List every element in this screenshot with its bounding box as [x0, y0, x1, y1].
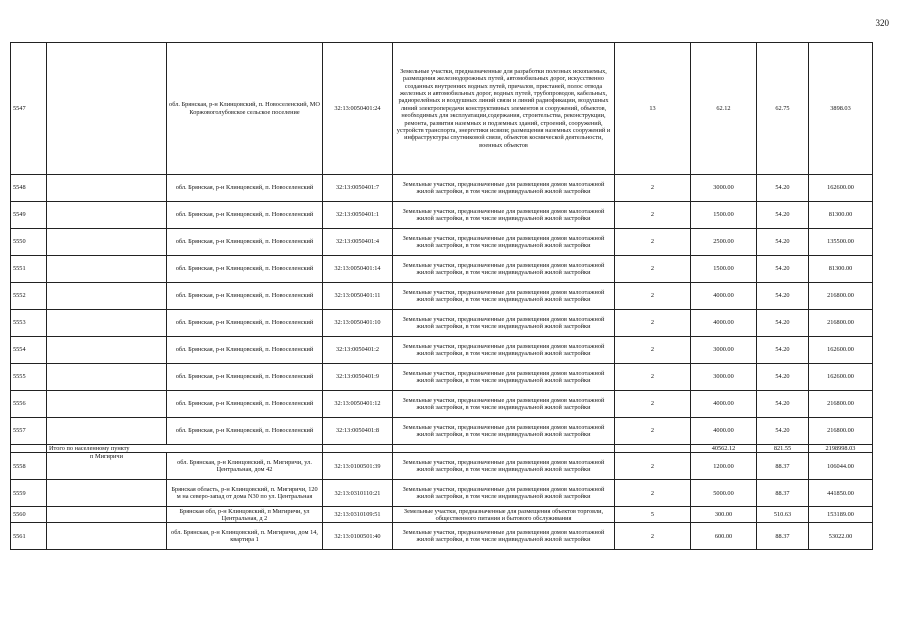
row-number: 5560: [11, 507, 47, 523]
table-row: [11, 310, 873, 337]
cadastral-value: 106044.00: [809, 453, 873, 480]
row-number: 5548: [11, 175, 47, 202]
table-row: [11, 507, 873, 523]
address-cell: обл. Брянская, р-н Клинцовский, п. Новоселенский: [167, 310, 323, 337]
table-row: [11, 418, 873, 445]
settlement-cell: [47, 391, 167, 418]
area-value: 2500.00: [691, 229, 757, 256]
area-value: 4000.00: [691, 310, 757, 337]
row-number: [11, 445, 47, 453]
rate-value: 54.20: [757, 391, 809, 418]
purpose-code: 2: [615, 337, 691, 364]
land-purpose: Земельные участки, предназначенные для разработки полезных ископаемых, размещения железнодорожных путей, автомобильных дорог, искусственно созданных внутренних водных путей, причалов, пристаней, полос отвода железных и автомобильных дорог, водных путей, трубопроводов, кабельных, радиорелейных и воздушных линий связи и линий радиофикации, воздушных линий электропередачи конструктивных элементов и сооружений, объектов, необходимых для эксплуатации,содержания, строительства, реконструкции, ремонта, развития наземных и подземных зданий, строений, сооружений, устройств транспорта, энергетики исвязи; размещения наземных сооружений и инфраструктуры спутниковой связи, объектов космической деятельности, военных объектов: [393, 43, 615, 175]
empty-cell: [615, 445, 691, 453]
area-value: 1500.00: [691, 256, 757, 283]
cadastral-value: 216800.00: [809, 283, 873, 310]
total-row: [11, 445, 873, 453]
land-purpose: Земельные участки, предназначенные для размещения объектов торговли, общественного питания и бытового обслуживания: [393, 507, 615, 523]
cadastral-value: 441850.00: [809, 480, 873, 507]
rate-value: 54.20: [757, 418, 809, 445]
settlement-cell: [47, 43, 167, 175]
address-cell: обл. Брянская, р-н Клинцовский, п. Новоселенский: [167, 283, 323, 310]
table-row: [11, 337, 873, 364]
settlement-cell: [47, 175, 167, 202]
area-value: 300.00: [691, 507, 757, 523]
rate-value: 88.37: [757, 523, 809, 550]
cadastre-number: 32:13:0050401:11: [323, 283, 393, 310]
land-purpose: Земельные участки, предназначенные для размещения домов малоэтажной жилой застройки, в том числе индивидуальной жилой застройки: [393, 453, 615, 480]
table-row: [11, 391, 873, 418]
row-number: 5557: [11, 418, 47, 445]
cadastre-number: 32:13:0050401:1: [323, 202, 393, 229]
address-cell: обл. Брянская, р-н Клинцовский, п. Новоселенский: [167, 337, 323, 364]
land-purpose: Земельные участки, предназначенные для размещения домов малоэтажной жилой застройки, в том числе индивидуальной жилой застройки: [393, 391, 615, 418]
purpose-code: 2: [615, 175, 691, 202]
purpose-code: 2: [615, 418, 691, 445]
land-purpose: Земельные участки, предназначенные для размещения домов малоэтажной жилой застройки, в том числе индивидуальной жилой застройки: [393, 337, 615, 364]
row-number: 5553: [11, 310, 47, 337]
settlement-cell: [47, 202, 167, 229]
table-row: [11, 283, 873, 310]
area-value: 1200.00: [691, 453, 757, 480]
settlement-cell: [47, 507, 167, 523]
cadastral-value: 216800.00: [809, 310, 873, 337]
purpose-code: 2: [615, 453, 691, 480]
settlement-cell: [47, 418, 167, 445]
land-purpose: Земельные участки, предназначенные для размещения домов малоэтажной жилой застройки, в том числе индивидуальной жилой застройки: [393, 418, 615, 445]
area-value: 600.00: [691, 523, 757, 550]
cadastre-number: 32:13:0050401:10: [323, 310, 393, 337]
settlement-cell: [47, 310, 167, 337]
purpose-code: 2: [615, 310, 691, 337]
cadastre-number: 32:13:0050401:8: [323, 418, 393, 445]
table-row: [11, 43, 873, 175]
row-number: 5559: [11, 480, 47, 507]
address-cell: обл. Брянская, р-н Клинцовский, п. Новоселенский: [167, 202, 323, 229]
cadastral-value: 153189.00: [809, 507, 873, 523]
cadastral-value: 3898.03: [809, 43, 873, 175]
cadastre-number: 32:13:0050401:12: [323, 391, 393, 418]
area-value: 4000.00: [691, 418, 757, 445]
purpose-code: 2: [615, 283, 691, 310]
cadastral-value: 162600.00: [809, 364, 873, 391]
cadastre-number: 32:13:0050401:24: [323, 43, 393, 175]
purpose-code: 2: [615, 256, 691, 283]
row-number: 5547: [11, 43, 47, 175]
cadastral-value: 81300.00: [809, 202, 873, 229]
settlement-cell: [47, 337, 167, 364]
table-row: [11, 175, 873, 202]
land-purpose: Земельные участки, предназначенные для размещения домов малоэтажной жилой застройки, в том числе индивидуальной жилой застройки: [393, 480, 615, 507]
settlement-cell: [47, 229, 167, 256]
table-row: [11, 256, 873, 283]
settlement-cell: [47, 256, 167, 283]
address-cell: обл. Брянская, р-н Клинцовский, п. Новоселенский: [167, 418, 323, 445]
land-purpose: Земельные участки, предназначенные для размещения домов малоэтажной жилой застройки, в том числе индивидуальной жилой застройки: [393, 229, 615, 256]
row-number: 5561: [11, 523, 47, 550]
rate-value: 62.75: [757, 43, 809, 175]
address-cell: обл. Брянская, р-н Клинцовский, п. Мигиричи, дом 14, квартира 1: [167, 523, 323, 550]
cadastre-number: 32:13:0100501:39: [323, 453, 393, 480]
rate-value: 54.20: [757, 283, 809, 310]
area-value: 3000.00: [691, 364, 757, 391]
rate-value: 54.20: [757, 337, 809, 364]
total-area: 40562.12: [691, 445, 757, 453]
rate-value: 54.20: [757, 364, 809, 391]
cadastre-number: 32:13:0310110:21: [323, 480, 393, 507]
cadastre-number: 32:13:0050401:2: [323, 337, 393, 364]
address-cell: обл. Брянская, р-н Клинцовский, п. Мигиричи, ул. Центральная, дом 42: [167, 453, 323, 480]
purpose-code: 5: [615, 507, 691, 523]
table-row: [11, 202, 873, 229]
purpose-code: 2: [615, 202, 691, 229]
cadastre-number: 32:13:0100501:40: [323, 523, 393, 550]
settlement-cell: [47, 364, 167, 391]
rate-value: 510.63: [757, 507, 809, 523]
address-cell: обл. Брянская, р-н Клинцовский, п. Новоселенский: [167, 391, 323, 418]
area-value: 4000.00: [691, 283, 757, 310]
cadastral-value: 162600.00: [809, 337, 873, 364]
empty-cell: [323, 445, 393, 453]
cadastral-value: 81300.00: [809, 256, 873, 283]
cadastral-value: 135500.00: [809, 229, 873, 256]
rate-value: 54.20: [757, 202, 809, 229]
purpose-code: 13: [615, 43, 691, 175]
address-cell: Брянская обл, р-н Клинцовский, п Мигиричи, ул Центральная, д 2: [167, 507, 323, 523]
row-number: 5549: [11, 202, 47, 229]
address-cell: Брянская область, р-н Клинцовский, п. Мигиричи, 120 м на северо-запад от дома N30 по ул. Центральная: [167, 480, 323, 507]
address-cell: обл. Брянская, р-н Клинцовский, п. Новоселенский, МО Коржовоголубовское сельское поселение: [167, 43, 323, 175]
purpose-code: 2: [615, 391, 691, 418]
rate-value: 54.20: [757, 310, 809, 337]
row-number: 5554: [11, 337, 47, 364]
address-cell: обл. Брянская, р-н Клинцовский, п. Новоселенский: [167, 256, 323, 283]
row-number: 5552: [11, 283, 47, 310]
settlement-cell: [47, 480, 167, 507]
row-number: 5551: [11, 256, 47, 283]
area-value: 4000.00: [691, 391, 757, 418]
settlement-name: п Мигиричи: [47, 453, 167, 480]
page-number: 320: [875, 18, 889, 28]
address-cell: обл. Брянская, р-н Клинцовский, п. Новоселенский: [167, 175, 323, 202]
rate-value: 54.20: [757, 229, 809, 256]
row-number: 5550: [11, 229, 47, 256]
purpose-code: 2: [615, 364, 691, 391]
cadastral-value: 53022.00: [809, 523, 873, 550]
table-row: [11, 229, 873, 256]
cadastral-value: 162600.00: [809, 175, 873, 202]
area-value: 62.12: [691, 43, 757, 175]
cadastre-number: 32:13:0050401:14: [323, 256, 393, 283]
total-value: 2198998.03: [809, 445, 873, 453]
table-row: [11, 480, 873, 507]
address-cell: обл. Брянская, р-н Клинцовский, п. Новоселенский: [167, 229, 323, 256]
area-value: 5000.00: [691, 480, 757, 507]
table-row: [11, 523, 873, 550]
purpose-code: 2: [615, 480, 691, 507]
rate-value: 54.20: [757, 175, 809, 202]
area-value: 1500.00: [691, 202, 757, 229]
cadastre-number: 32:13:0050401:7: [323, 175, 393, 202]
land-purpose: Земельные участки, предназначенные для размещения домов малоэтажной жилой застройки, в том числе индивидуальной жилой застройки: [393, 175, 615, 202]
land-purpose: Земельные участки, предназначенные для размещения домов малоэтажной жилой застройки, в том числе индивидуальной жилой застройки: [393, 202, 615, 229]
rate-value: 54.20: [757, 256, 809, 283]
empty-cell: [393, 445, 615, 453]
table-row: [11, 364, 873, 391]
settlement-cell: [47, 523, 167, 550]
cadastre-number: 32:13:0050401:4: [323, 229, 393, 256]
land-purpose: Земельные участки, предназначенные для размещения домов малоэтажной жилой застройки, в том числе индивидуальной жилой застройки: [393, 310, 615, 337]
cadastre-number: 32:13:0310109:51: [323, 507, 393, 523]
rate-value: 88.37: [757, 453, 809, 480]
row-number: 5555: [11, 364, 47, 391]
land-purpose: Земельные участки, предназначенные для размещения домов малоэтажной жилой застройки, в том числе индивидуальной жилой застройки: [393, 523, 615, 550]
total-label: Итого по населенному пункту: [47, 445, 323, 453]
row-number: 5556: [11, 391, 47, 418]
cadastral-value: 216800.00: [809, 391, 873, 418]
row-number: 5558: [11, 453, 47, 480]
purpose-code: 2: [615, 229, 691, 256]
cadastre-number: 32:13:0050401:9: [323, 364, 393, 391]
purpose-code: 2: [615, 523, 691, 550]
area-value: 3000.00: [691, 175, 757, 202]
land-purpose: Земельные участки, предназначенные для размещения домов малоэтажной жилой застройки, в том числе индивидуальной жилой застройки: [393, 256, 615, 283]
table-row: [11, 453, 873, 480]
land-valuation-table: [10, 42, 873, 550]
settlement-cell: [47, 283, 167, 310]
address-cell: обл. Брянская, р-н Клинцовский, п. Новоселенский: [167, 364, 323, 391]
cadastral-value: 216800.00: [809, 418, 873, 445]
rate-value: 88.37: [757, 480, 809, 507]
area-value: 3000.00: [691, 337, 757, 364]
land-purpose: Земельные участки, предназначенные для размещения домов малоэтажной жилой застройки, в том числе индивидуальной жилой застройки: [393, 364, 615, 391]
land-purpose: Земельные участки, предназначенные для размещения домов малоэтажной жилой застройки, в том числе индивидуальной жилой застройки: [393, 283, 615, 310]
total-rate: 821.55: [757, 445, 809, 453]
